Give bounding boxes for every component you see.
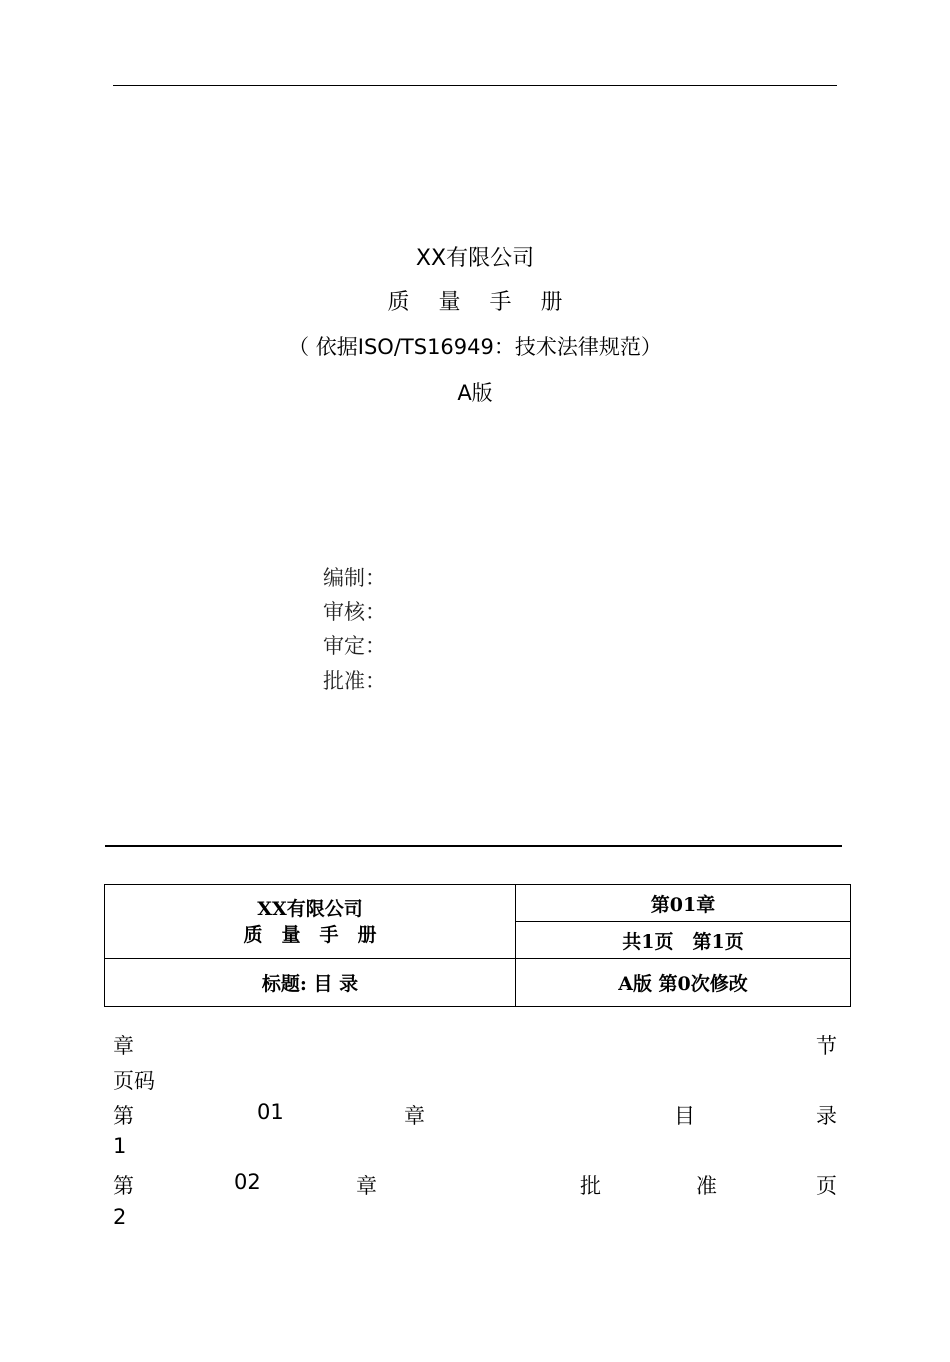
toc-chapter-prefix: 第 (113, 1174, 134, 1198)
toc-page-number: 1 (113, 1134, 127, 1158)
header-rule (113, 85, 837, 86)
page-divider (105, 845, 842, 847)
header-manual: 质 量 手 册 (243, 923, 377, 946)
cover-company-name: XX有限公司 (415, 246, 535, 271)
toc-page-row (113, 1205, 837, 1235)
list-item (113, 1170, 837, 1200)
toc-page-row (113, 1134, 837, 1164)
header-subject: 标题: 目 录 (105, 959, 516, 1007)
signature-prepared: 编制： (323, 566, 386, 590)
header-company-cell (105, 885, 516, 959)
document-header-table (104, 884, 851, 1007)
toc-title-char: 录 (816, 1104, 837, 1128)
header-chapter: 第01章 (516, 885, 851, 922)
header-page-count: 共1页 第1页 (516, 922, 851, 959)
toc-chapter-number: 01 (257, 1100, 284, 1124)
toc-header-row (113, 1030, 837, 1060)
toc-chapter-suffix: 章 (404, 1104, 425, 1128)
header-company: XX有限公司 (257, 897, 363, 920)
toc-chapter-number: 02 (234, 1170, 261, 1194)
toc-header-page: 页码 (113, 1069, 155, 1093)
signature-approved: 批准： (323, 669, 386, 693)
table-of-contents (113, 1030, 837, 1240)
signature-verified: 审定： (323, 634, 386, 658)
toc-chapter-suffix: 章 (356, 1174, 377, 1198)
cover-manual-title: 质 量 手 册 (387, 290, 563, 315)
toc-title-char: 页 (816, 1174, 837, 1198)
cover-version: A版 (457, 381, 493, 405)
signature-reviewed: 审核： (323, 600, 386, 624)
toc-title-char: 批 (580, 1174, 601, 1198)
toc-header-row-2 (113, 1065, 837, 1095)
toc-title-char: 目 (674, 1104, 695, 1128)
toc-title-char: 准 (696, 1174, 717, 1198)
toc-header-chapter: 章 (113, 1034, 134, 1058)
cover-standard-basis: （ 依据ISO/TS16949：技术法律规范） (288, 335, 662, 359)
toc-page-number: 2 (113, 1205, 127, 1229)
header-revision: A版 第0次修改 (516, 959, 851, 1007)
toc-header-section: 节 (816, 1034, 837, 1058)
list-item (113, 1100, 837, 1130)
toc-chapter-prefix: 第 (113, 1104, 134, 1128)
